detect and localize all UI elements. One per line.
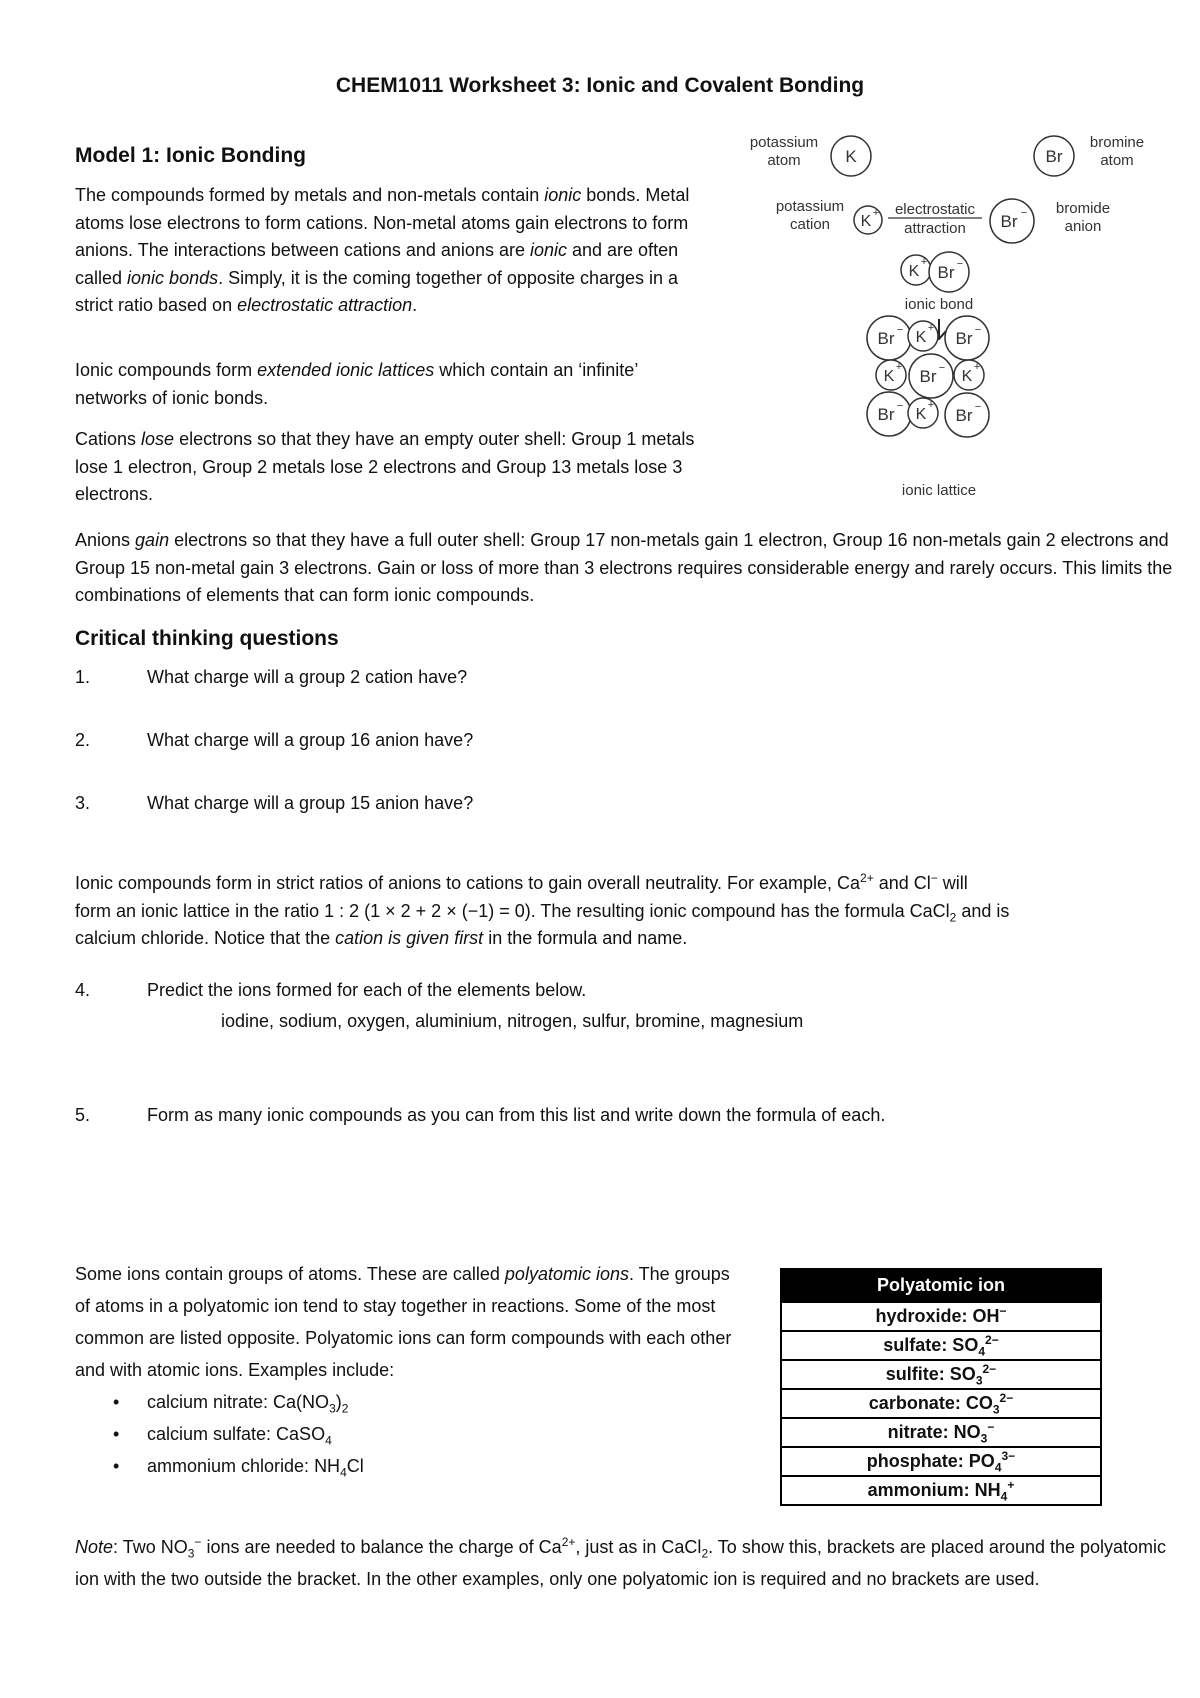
- lattice-ion-symbol: K: [883, 368, 895, 385]
- lattice-ion-symbol: Br: [955, 406, 973, 425]
- lattice-ion-symbol: K: [961, 368, 973, 385]
- label-bromide-anion-2: anion: [1064, 218, 1102, 235]
- lattice-ion-charge: −: [896, 324, 904, 336]
- polyatomic-examples: [75, 1386, 675, 1482]
- anion-symbol: Br: [1000, 212, 1018, 231]
- lattice-ion-symbol: K: [915, 406, 927, 423]
- lattice-ion-charge: +: [927, 322, 935, 334]
- q4-text: Predict the ions formed for each of the elements below.: [147, 980, 587, 1000]
- model1-paragraph-4: Anions gain electrons so that they have a full outer shell: Group 17 non-metals gain 1 electron, Group 16 non-metals gain 2 electrons and Group 15 non-metal gain 3 electrons. Gain or loss of more than 3 electrons requires considerable energy and rarely occurs. This limits the combinations of elements that can form ionic compounds.: [75, 530, 1173, 605]
- q2-text: What charge will a group 16 anion have?: [147, 730, 474, 750]
- label-bromine-atom-2: atom: [1100, 152, 1134, 169]
- label-electrostatic: electrostatic: [894, 201, 976, 218]
- label-potassium-atom-1: potassium: [749, 134, 819, 151]
- cation-symbol: K: [860, 213, 872, 230]
- polyatomic-paragraph: Some ions contain groups of atoms. These are called polyatomic ions. The groups of atoms in a polyatomic ion tend to stay together in reactions. Some of the most common are listed opposite. Polyatomic ions can form compounds with each other and with atomic ions. Examples include:: [75, 1264, 732, 1380]
- lattice-ion-charge: +: [927, 399, 935, 411]
- q1-text: What charge will a group 2 cation have?: [147, 667, 468, 687]
- lattice-ion-symbol: Br: [877, 329, 895, 348]
- table-header: Polyatomic ion: [781, 1269, 1101, 1302]
- bond-cation-charge: +: [920, 256, 928, 268]
- polyatomic-ion-table: [780, 1268, 1102, 1506]
- label-bromide-anion-1: bromide: [1055, 200, 1111, 217]
- q5-text: Form as many ionic compounds as you can from this list and write down the formula of each.: [147, 1105, 886, 1125]
- bond-cation-symbol: K: [908, 263, 920, 280]
- table-row-carbonate: carbonate: $CO_3^{2-}$: [781, 1389, 1101, 1418]
- table-row-sulfate: sulfate: $SO_4^{2-}$: [781, 1331, 1101, 1360]
- label-ionic-bond: ionic bond: [904, 296, 974, 313]
- ionic-bonding-diagram: [740, 125, 1160, 505]
- table-row-ammonium: ammonium: $NH_4^+$: [781, 1476, 1101, 1505]
- note-paragraph: Note: Two $NO_3^-$ ions are needed to balance the charge of $Ca^{2+}$, just as in CaCl$_2$. To show this, brackets are placed around the polyatomic ion with the two outside the bracket. In the other examples, only one polyatomic ion is required and no brackets are used.: [75, 1535, 1167, 1589]
- lattice-ion-symbol: Br: [919, 367, 937, 386]
- example-calcium-sulfate: • calcium sulfate: CaSO$_4$: [75, 1418, 675, 1450]
- bond-anion-charge: −: [956, 258, 964, 270]
- q3-number: 3.: [75, 793, 91, 813]
- table-row-nitrate: nitrate: $NO_3^-$: [781, 1418, 1101, 1447]
- cation-charge: +: [872, 207, 880, 219]
- lattice-ion-charge: +: [895, 361, 903, 373]
- page-title: CHEM1011 Worksheet 3: Ionic and Covalent Bonding: [335, 74, 865, 97]
- model1-paragraph-2: Ionic compounds form extended ionic lattices which contain an ‘infinite’ networks of ionic bonds.: [75, 360, 638, 408]
- lattice-ion-charge: −: [896, 400, 904, 412]
- q3-text: What charge will a group 15 anion have?: [147, 793, 474, 813]
- lattice-ion-symbol: Br: [955, 329, 973, 348]
- lattice-ion-symbol: K: [915, 329, 927, 346]
- ctq-heading: Critical thinking questions: [75, 627, 339, 650]
- anion-charge: −: [1020, 207, 1028, 219]
- ratio-paragraph: Ionic compounds form in strict ratios of anions to cations to gain overall neutrality. For example, $Ca^{2+}$ and Cl− will form an ionic lattice in the ratio 1 : 2 (1 × 2 + 2 × (−1) = 0). The resulting ionic compound has the formula CaCl$_2$ and is calcium chloride. Notice that the cation is given first in the formula and name.: [75, 871, 1010, 948]
- label-bromine-atom-1: bromine: [1089, 134, 1145, 151]
- lattice-ion-charge: +: [973, 361, 981, 373]
- q5-number: 5.: [75, 1105, 91, 1125]
- model1-paragraph-1: The compounds formed by metals and non-metals contain ionic bonds. Metal atoms lose electrons to form cations. Non-metal atoms gain electrons to form anions. The interactions between cations and anions are ionic and are often called ionic bonds. Simply, it is the coming together of opposite charges in a strict ratio based on electrostatic attraction.: [75, 185, 690, 315]
- label-potassium-cation-2: cation: [789, 216, 831, 233]
- model1-paragraph-3: Cations lose electrons so that they have an empty outer shell: Group 1 metals lose 1 electron, Group 2 metals lose 2 electrons and Group 13 metals lose 3 electrons.: [75, 429, 695, 504]
- table-row-phosphate: phosphate: $PO_4^{3-}$: [781, 1447, 1101, 1476]
- label-attraction: attraction: [904, 220, 966, 237]
- potassium-atom-symbol: K: [845, 147, 857, 166]
- label-potassium-cation-1: potassium: [775, 198, 845, 215]
- lattice-ion-charge: −: [938, 362, 946, 374]
- lattice-ion-charge: −: [974, 324, 982, 336]
- bond-anion-symbol: Br: [937, 263, 955, 282]
- ionic-lattice: [867, 316, 989, 437]
- label-potassium-atom-2: atom: [767, 152, 801, 169]
- lattice-ion-symbol: Br: [877, 405, 895, 424]
- q4-element-list: iodine, sodium, oxygen, aluminium, nitrogen, sulfur, bromine, magnesium: [221, 1011, 804, 1031]
- q1-number: 1.: [75, 667, 91, 687]
- example-calcium-nitrate: • calcium nitrate: $Ca(NO_3)_2$: [75, 1386, 675, 1418]
- table-row-hydroxide: hydroxide: OH−: [781, 1302, 1101, 1331]
- bromine-atom-symbol: Br: [1045, 147, 1063, 166]
- q2-number: 2.: [75, 730, 91, 750]
- label-ionic-lattice: ionic lattice: [901, 482, 977, 499]
- model1-heading: Model 1: Ionic Bonding: [75, 144, 306, 167]
- table-row-sulfite: sulfite: $SO_3^{2-}$: [781, 1360, 1101, 1389]
- q4-number: 4.: [75, 980, 91, 1000]
- lattice-ion-charge: −: [974, 401, 982, 413]
- example-ammonium-chloride: • ammonium chloride: $NH_4Cl$: [75, 1450, 675, 1482]
